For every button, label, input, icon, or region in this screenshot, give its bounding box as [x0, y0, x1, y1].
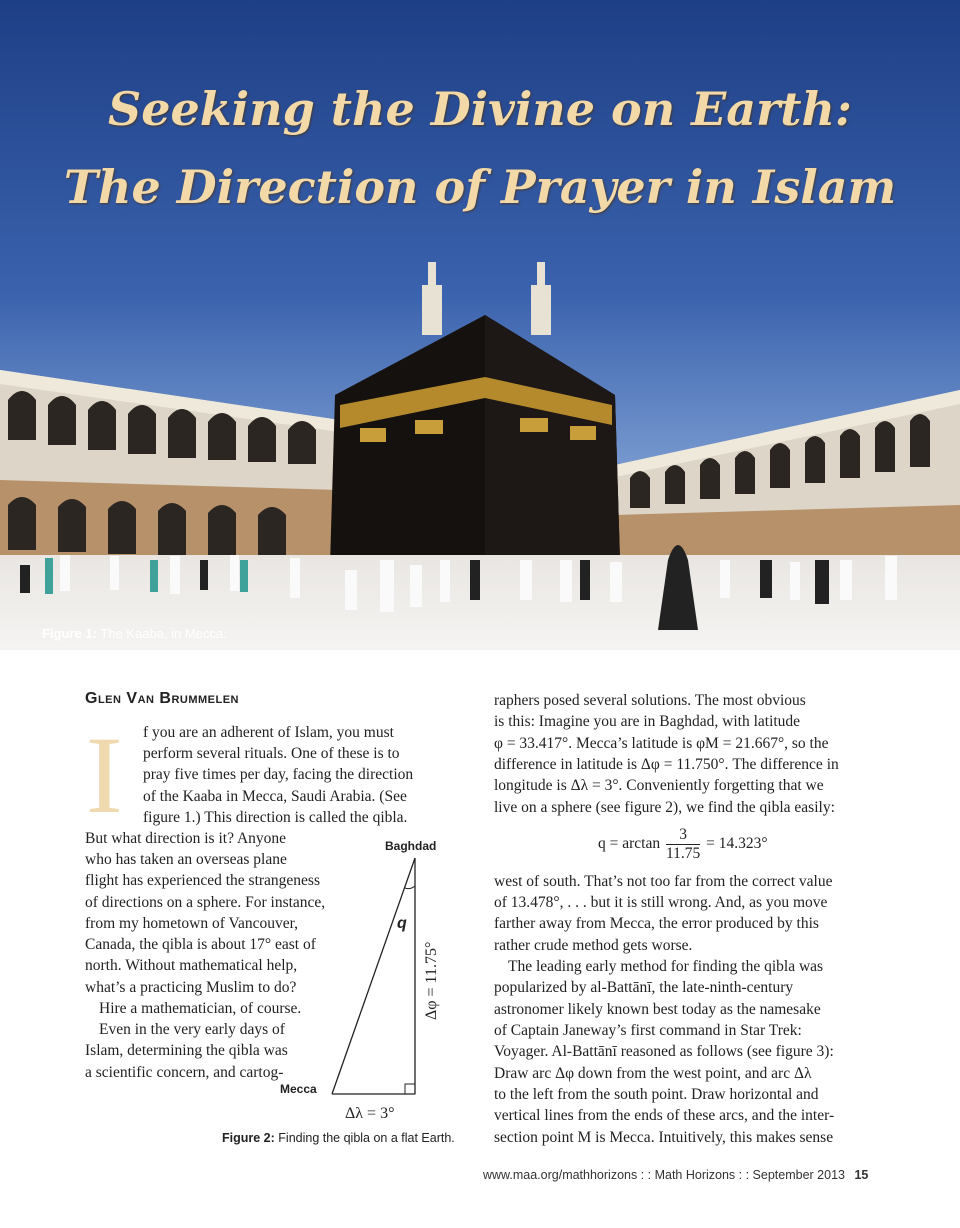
body-line: Voyager. Al-Battānī reasoned as follows (see figure 3):: [494, 1043, 834, 1060]
figure2-caption-label: Figure 2:: [222, 1131, 275, 1145]
equation-numerator: 3: [666, 826, 700, 845]
body-line: longitude is Δλ = 3°. Conveniently forgetting that we: [494, 777, 824, 794]
body-line: perform several rituals. One of these is to: [143, 745, 400, 762]
figure2-diagram: [280, 838, 470, 1128]
body-line: a scientific concern, and cartog-: [85, 1064, 284, 1081]
equation-fraction: [666, 826, 700, 863]
mecca-label: Mecca: [280, 1082, 317, 1096]
body-line: φ = 33.417°. Mecca’s latitude is φM = 21.667°, so the: [494, 735, 829, 752]
body-line: popularized by al-Battānī, the late-ninth-century: [494, 979, 794, 996]
article-title-line2: The Direction of Prayer in Islam: [63, 160, 897, 214]
body-line: The leading early method for finding the qibla was: [508, 958, 824, 975]
figure1-caption: [42, 626, 227, 641]
hypotenuse: [332, 858, 415, 1094]
article-title-line1: Seeking the Divine on Earth:: [108, 82, 852, 136]
body-line: of Captain Janeway’s first command in Star Trek:: [494, 1022, 802, 1039]
body-line: raphers posed several solutions. The most obvious: [494, 692, 806, 709]
body-line: of the Kaaba in Mecca, Saudi Arabia. (See: [143, 788, 407, 805]
right-angle-mark: [405, 1084, 415, 1094]
body-line: of directions on a sphere. For instance,: [85, 894, 326, 911]
body-line: But what direction is it? Anyone: [85, 830, 287, 847]
angle-q-label: q: [397, 915, 407, 932]
body-line: f you are an adherent of Islam, you must: [143, 724, 394, 741]
body-line: Islam, determining the qibla was: [85, 1042, 288, 1059]
figure2-caption-text: Finding the qibla on a flat Earth.: [278, 1131, 455, 1145]
body-line: who has taken an overseas plane: [85, 851, 287, 868]
figure1-caption-label: Figure 1:: [42, 626, 97, 641]
equation-rhs: = 14.323°: [706, 835, 768, 853]
body-line: flight has experienced the strangeness: [85, 872, 320, 889]
baghdad-label: Baghdad: [385, 839, 437, 853]
body-line: to the left from the south point. Draw horizontal and: [494, 1086, 819, 1103]
body-line: north. Without mathematical help,: [85, 957, 298, 974]
body-line: Canada, the qibla is about 17° east of: [85, 936, 316, 953]
body-line: Even in the very early days of: [99, 1021, 285, 1038]
equation-denominator: 11.75: [665, 845, 701, 862]
body-line: west of south. That’s not too far from the correct value: [494, 873, 833, 890]
equation-lhs: q = arctan: [598, 835, 661, 853]
body-line: vertical lines from the ends of these arcs, and the inter-: [494, 1107, 835, 1124]
drop-cap: I: [86, 714, 123, 836]
body-line: astronomer likely known best today as the namesake: [494, 1001, 821, 1018]
body-line: Draw arc Δφ down from the west point, and arc Δλ: [494, 1065, 812, 1082]
footer-text: www.maa.org/mathhorizons : : Math Horizons : : September 2013: [483, 1168, 845, 1182]
figure2-caption: [222, 1131, 455, 1145]
body-line: section point M is Mecca. Intuitively, this makes sense: [494, 1129, 834, 1146]
body-line: of 13.478°, . . . but it is still wrong. And, as you move: [494, 894, 828, 911]
body-line: pray five times per day, facing the direction: [143, 766, 414, 783]
qibla-equation: [598, 826, 768, 863]
page-number: 15: [854, 1168, 869, 1182]
body-line: what’s a practicing Muslim to do?: [85, 979, 297, 996]
body-line: rather crude method gets worse.: [494, 937, 693, 954]
author-name: Glen Van Brummelen: [85, 690, 240, 707]
delta-phi-label: Δφ = 11.75°: [423, 941, 440, 1020]
delta-lambda-label: Δλ = 3°: [345, 1105, 395, 1122]
body-line: difference in latitude is Δφ = 11.750°. The difference in: [494, 756, 839, 773]
body-line: figure 1.) This direction is called the qibla.: [143, 809, 408, 826]
figure1-caption-text: The Kaaba, in Mecca.: [100, 626, 227, 641]
body-line: is this: Imagine you are in Baghdad, with latitude: [494, 713, 801, 730]
body-line: Hire a mathematician, of course.: [99, 1000, 302, 1017]
body-line: live on a sphere (see figure 2), we find the qibla easily:: [494, 799, 835, 816]
angle-arc: [405, 886, 415, 889]
body-line: from my hometown of Vancouver,: [85, 915, 299, 932]
body-line: farther away from Mecca, the error produced by this: [494, 915, 819, 932]
page-footer: [483, 1168, 868, 1182]
